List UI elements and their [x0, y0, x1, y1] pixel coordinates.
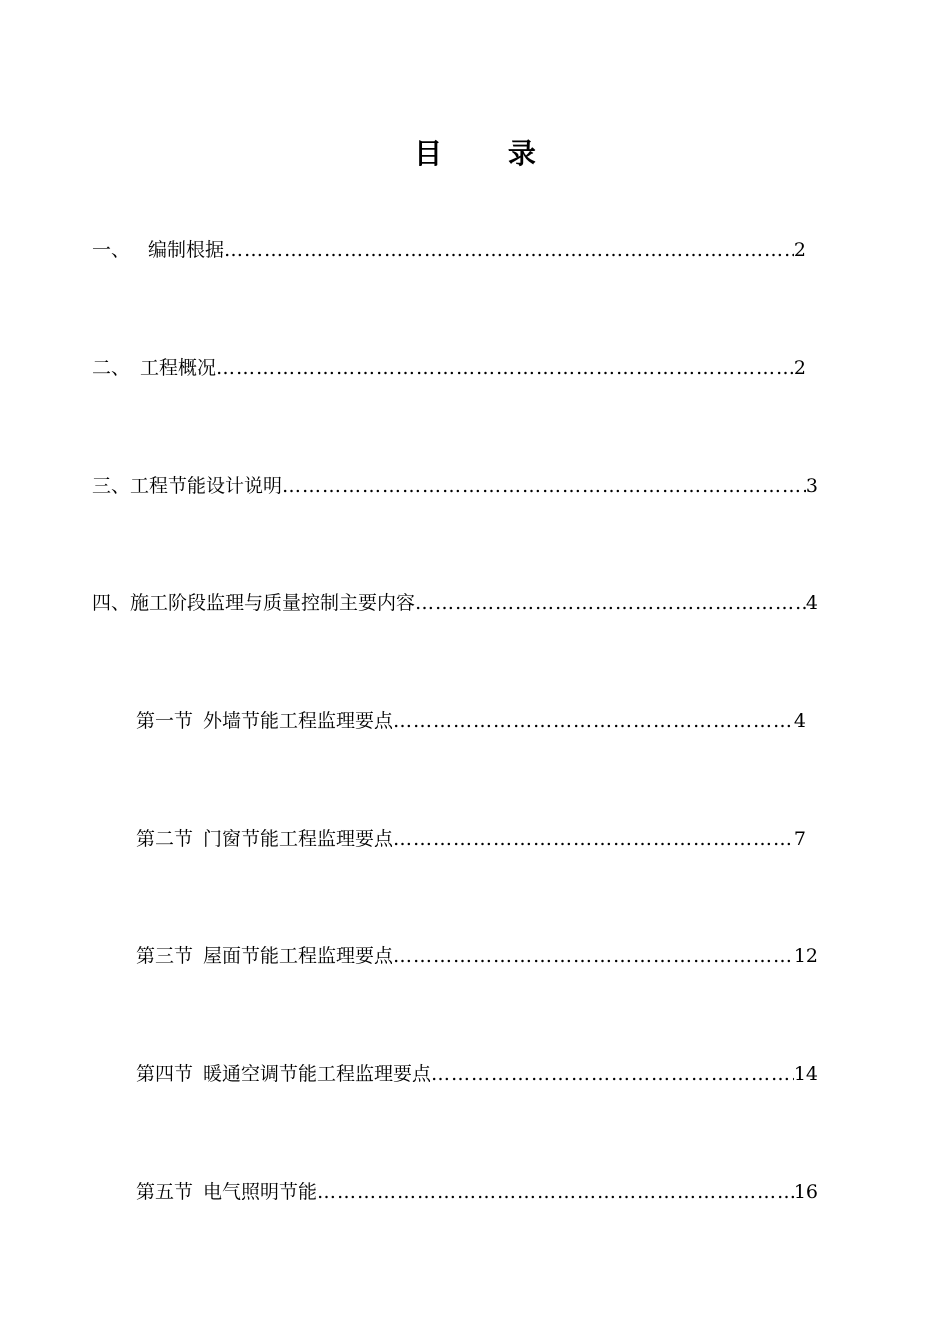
toc-dot-leader: [431, 1061, 794, 1087]
toc-dot-leader: [317, 1179, 794, 1205]
toc-entry-section-4[interactable]: [136, 1061, 818, 1087]
toc-entry-number: 四、: [92, 592, 131, 614]
toc-dot-leader: [415, 590, 806, 616]
toc-entry-label: 编制根据: [148, 239, 225, 261]
toc-entry-section-3[interactable]: [136, 943, 818, 969]
toc-entry-label: 工程概况: [140, 357, 217, 379]
toc-dot-leader: [282, 473, 806, 499]
toc-section-number: 第四节: [136, 1063, 194, 1085]
toc-entry-page: 4: [805, 592, 818, 614]
toc-entry-page: 14: [793, 1063, 818, 1085]
toc-section-number: 第三节: [136, 945, 194, 967]
toc-section-number: 第二节: [136, 828, 194, 850]
toc-entry-number: 二、: [92, 357, 131, 379]
toc-dot-leader: [393, 943, 794, 969]
toc-entry-2[interactable]: [92, 355, 806, 381]
toc-dot-leader: [393, 708, 794, 734]
toc-entry-page: 12: [793, 945, 818, 967]
toc-entry-section-5[interactable]: [136, 1179, 818, 1205]
toc-title: 目 录: [414, 137, 564, 170]
toc-entry-section-2[interactable]: [136, 826, 806, 852]
toc-entry-1[interactable]: [92, 237, 806, 263]
toc-entry-number: 一、: [92, 239, 131, 261]
toc-entry-label: 工程节能设计说明: [130, 475, 283, 497]
toc-entry-label: 外墙节能工程监理要点: [203, 710, 394, 732]
toc-entry-label: 暖通空调节能工程监理要点: [203, 1063, 432, 1085]
toc-dot-leader: [216, 355, 794, 381]
toc-dot-leader: [393, 826, 794, 852]
toc-entry-page: 2: [793, 239, 806, 261]
toc-section-number: 第五节: [136, 1181, 194, 1203]
toc-entry-section-1[interactable]: [136, 708, 806, 734]
toc-entry-page: 3: [805, 475, 818, 497]
toc-entry-page: 7: [793, 828, 806, 850]
toc-entry-number: 三、: [92, 475, 131, 497]
toc-entry-4[interactable]: [92, 590, 818, 616]
toc-entry-label: 电气照明节能: [203, 1181, 318, 1203]
toc-entry-3[interactable]: [92, 473, 818, 499]
toc-entry-label: 门窗节能工程监理要点: [203, 828, 394, 850]
toc-entry-page: 16: [793, 1181, 818, 1203]
toc-entry-page: 4: [793, 710, 806, 732]
toc-entry-label: 施工阶段监理与质量控制主要内容: [130, 592, 416, 614]
toc-section-number: 第一节: [136, 710, 194, 732]
toc-dot-leader: [224, 237, 794, 263]
toc-entry-label: 屋面节能工程监理要点: [203, 945, 394, 967]
toc-entry-page: 2: [793, 357, 806, 379]
